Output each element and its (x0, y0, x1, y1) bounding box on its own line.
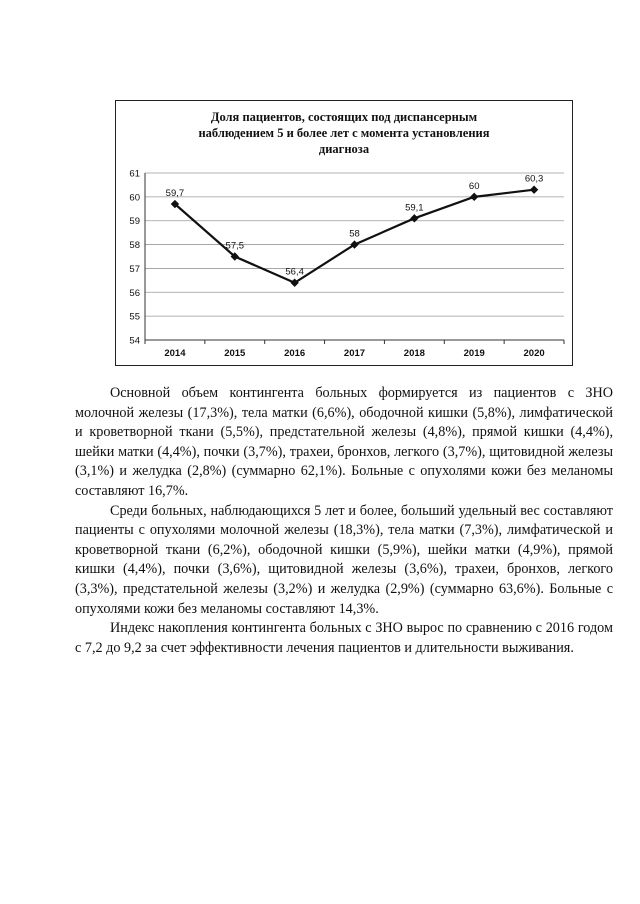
y-tick-label: 56 (129, 287, 140, 299)
y-tick-label: 57 (129, 263, 140, 275)
data-label: 58 (349, 228, 360, 240)
y-tick-label: 61 (129, 168, 140, 180)
chart-title-line-3: диагноза (318, 142, 370, 156)
data-label: 57,5 (225, 240, 245, 252)
data-point (470, 193, 478, 201)
paragraph-1: Основной объем контингента больных формируется из пациентов с ЗНО молочной железы (17,3%), тела матки (6,6%), ободочной кишки (5,8%), лимфатической и кроветворной ткани (5,5%), предстательной железы (4,8%), прямой кишки (4,4%), шейки матки (4,4%), почки (3,7%), трахеи, бронхов, легкого (3,7%), щитовидной железы (3,1%) и желудка (2,8%) (суммарно 62,1%). Больные с опухолями кожи без меланомы составляют 16,7%. (75, 385, 613, 499)
y-tick-label: 60 (129, 192, 140, 204)
x-tick-label: 2018 (403, 348, 425, 359)
data-point (410, 214, 418, 222)
data-point (530, 186, 538, 194)
line-chart (116, 101, 571, 364)
x-tick-label: 2016 (284, 348, 306, 359)
paragraph-3: Индекс накопления контингента больных с ЗНО вырос по сравнению с 2016 годом с 7,2 до 9,2 за счет эффективности лечения пациентов и длительности выживания. (75, 620, 613, 656)
data-label: 60 (468, 180, 480, 192)
x-tick-label: 2014 (164, 348, 186, 359)
y-tick-label: 55 (129, 311, 140, 323)
x-tick-label: 2020 (523, 348, 545, 359)
chart-frame (115, 100, 573, 366)
y-tick-label: 54 (129, 335, 140, 347)
data-label: 60,3 (524, 173, 544, 185)
body-text (75, 384, 613, 658)
paragraph-2: Среди больных, наблюдающихся 5 лет и более, больший удельный вес составляют пациенты с опухолями молочной железы (18,3%), тела матки (7,3%), лимфатической и кроветворной ткани (6,2%), ободочной кишки (5,9%), шейки матки (4,9%), прямой кишки (4,4%), почки (3,6%), щитовидной железы (3,6%), трахеи, бронхов, легкого (3,3%), предстательной железы (3,2%) и желудка (2,9%) (суммарно 63,6%). Больные с опухолями кожи без меланомы составляют 14,3%. (75, 502, 613, 617)
data-label: 59,7 (165, 188, 185, 200)
data-label: 56,4 (285, 266, 304, 278)
x-tick-label: 2017 (343, 348, 366, 359)
x-tick-label: 2019 (463, 348, 485, 359)
y-tick-label: 59 (129, 216, 140, 228)
data-label: 59,1 (405, 202, 424, 214)
chart-title-line-1: Доля пациентов, состоящих под диспансерным (210, 110, 478, 124)
chart-title-line-2: наблюдением 5 и более лет с момента установления (198, 126, 490, 140)
y-tick-label: 58 (129, 240, 140, 252)
x-tick-label: 2015 (224, 348, 246, 359)
